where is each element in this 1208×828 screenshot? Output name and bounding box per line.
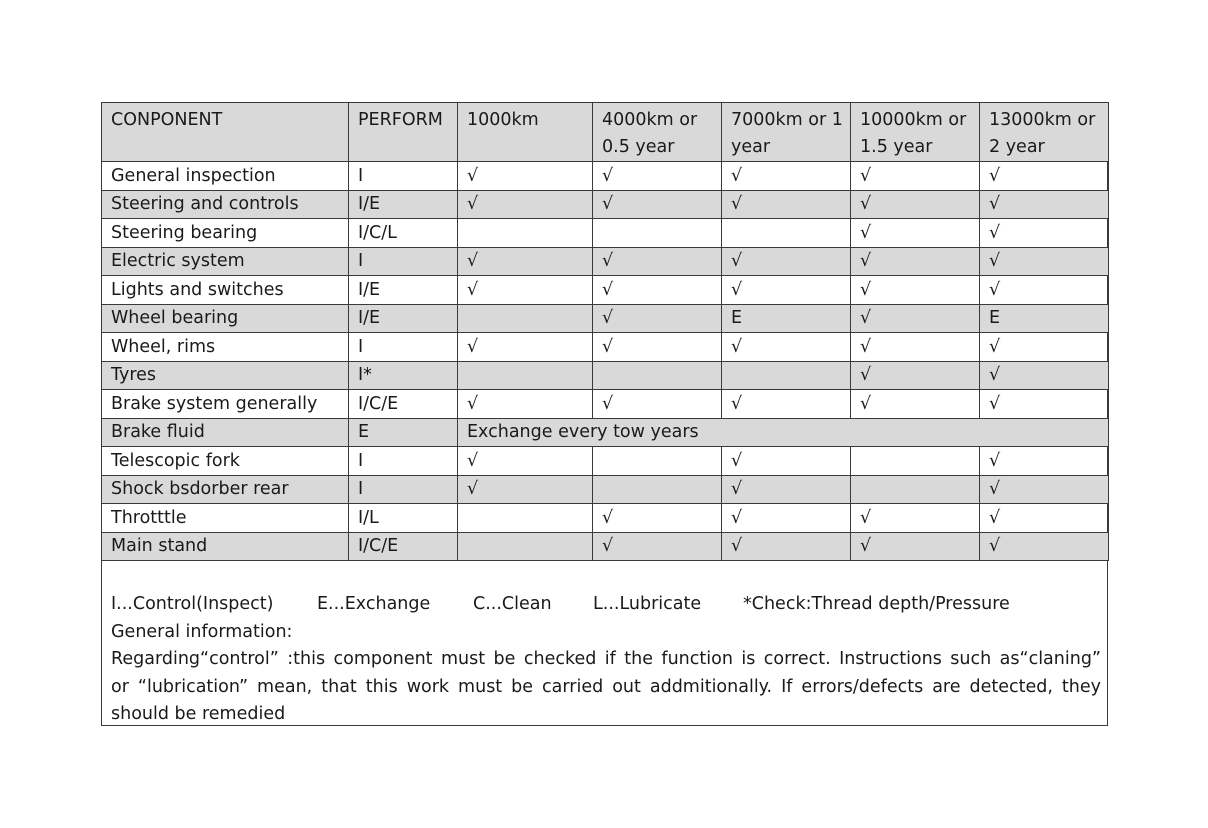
general-information-text (111, 646, 1101, 729)
component-cell: Main stand (102, 532, 349, 561)
interval-cell: √ (458, 247, 593, 276)
interval-cell (593, 219, 722, 248)
legend-item-check: *Check:Thread depth/Pressure (743, 594, 1010, 614)
general-information-line: Regarding“control” :this component must be checked if the function is correct. Instructions such as“claning” (111, 649, 1101, 669)
component-cell: Electric system (102, 247, 349, 276)
component-cell: Brake system generally (102, 390, 349, 419)
table-row (102, 532, 1109, 561)
header-interval-7000km: 7000km or 1 year (722, 103, 851, 162)
header-component: CONPONENT (102, 103, 349, 162)
table-row (102, 418, 1109, 447)
perform-cell: I/E (349, 276, 458, 305)
table-row (102, 361, 1109, 390)
perform-cell: I/C/E (349, 390, 458, 419)
interval-cell: √ (851, 247, 980, 276)
perform-cell: I/E (349, 304, 458, 333)
component-cell: General inspection (102, 162, 349, 191)
interval-cell: √ (593, 190, 722, 219)
interval-cell: √ (980, 390, 1109, 419)
interval-cell: √ (722, 276, 851, 305)
interval-cell: √ (980, 333, 1109, 362)
general-information-line: or “lubrication” mean, that this work must be carried out addmitionally. If errors/defects are detected, they (111, 676, 1101, 697)
merged-interval-note: Exchange every tow years (458, 418, 1109, 447)
interval-cell (458, 219, 593, 248)
interval-cell: √ (722, 390, 851, 419)
interval-cell: √ (722, 162, 851, 191)
interval-cell: √ (593, 390, 722, 419)
interval-cell: √ (458, 390, 593, 419)
interval-cell (851, 447, 980, 476)
interval-cell: √ (722, 190, 851, 219)
interval-cell: √ (980, 361, 1109, 390)
component-cell: Telescopic fork (102, 447, 349, 476)
component-cell: Steering and controls (102, 190, 349, 219)
interval-cell: √ (458, 475, 593, 504)
interval-cell: √ (851, 390, 980, 419)
perform-cell: I (349, 333, 458, 362)
header-perform: PERFORM (349, 103, 458, 162)
maintenance-sheet (101, 102, 1108, 726)
table-row (102, 276, 1109, 305)
interval-cell: √ (851, 361, 980, 390)
table-row (102, 504, 1109, 533)
perform-cell: I* (349, 361, 458, 390)
component-cell: Wheel bearing (102, 304, 349, 333)
header-interval-1000km: 1000km (458, 103, 593, 162)
interval-cell (458, 304, 593, 333)
interval-cell (851, 475, 980, 504)
perform-cell: I (349, 447, 458, 476)
perform-cell: I/E (349, 190, 458, 219)
interval-cell (458, 361, 593, 390)
interval-cell: √ (593, 247, 722, 276)
interval-cell: √ (593, 304, 722, 333)
table-row (102, 219, 1109, 248)
component-cell: Steering bearing (102, 219, 349, 248)
header-interval-13000km: 13000km or 2 year (980, 103, 1109, 162)
interval-cell: √ (851, 219, 980, 248)
interval-cell: √ (980, 219, 1109, 248)
interval-cell: √ (722, 447, 851, 476)
interval-cell: √ (593, 333, 722, 362)
maintenance-schedule-table (101, 102, 1109, 561)
interval-cell: √ (980, 190, 1109, 219)
interval-cell: E (980, 304, 1109, 333)
interval-cell: √ (980, 504, 1109, 533)
perform-cell: I (349, 475, 458, 504)
interval-cell: √ (980, 447, 1109, 476)
interval-cell: √ (980, 475, 1109, 504)
interval-cell: √ (458, 276, 593, 305)
component-cell: Wheel, rims (102, 333, 349, 362)
interval-cell: √ (593, 504, 722, 533)
legend-item-control: I...Control(Inspect) (111, 594, 274, 614)
component-cell: Throtttle (102, 504, 349, 533)
interval-cell: √ (722, 247, 851, 276)
interval-cell: √ (593, 162, 722, 191)
legend-item-lubricate: L...Lubricate (593, 594, 702, 614)
legend-item-exchange: E...Exchange (317, 594, 431, 614)
interval-cell: √ (980, 276, 1109, 305)
interval-cell: √ (851, 532, 980, 561)
interval-cell: √ (851, 276, 980, 305)
interval-cell (458, 532, 593, 561)
general-information-line: should be remedied (111, 704, 286, 724)
table-row (102, 390, 1109, 419)
interval-cell: √ (980, 532, 1109, 561)
interval-cell: √ (458, 447, 593, 476)
perform-cell: I/L (349, 504, 458, 533)
interval-cell (593, 475, 722, 504)
table-row (102, 447, 1109, 476)
interval-cell: √ (851, 162, 980, 191)
interval-cell: √ (980, 247, 1109, 276)
interval-cell: √ (851, 304, 980, 333)
component-cell: Lights and switches (102, 276, 349, 305)
component-cell: Shock bsdorber rear (102, 475, 349, 504)
table-row (102, 162, 1109, 191)
interval-cell: √ (458, 190, 593, 219)
interval-cell: E (722, 304, 851, 333)
interval-cell: √ (851, 333, 980, 362)
interval-cell (458, 504, 593, 533)
table-row (102, 247, 1109, 276)
interval-cell: √ (722, 475, 851, 504)
table-row (102, 190, 1109, 219)
component-cell: Tyres (102, 361, 349, 390)
legend-item-clean: C...Clean (473, 594, 552, 614)
interval-cell: √ (722, 333, 851, 362)
interval-cell: √ (722, 504, 851, 533)
interval-cell: √ (722, 532, 851, 561)
table-row (102, 304, 1109, 333)
perform-cell: I/C/L (349, 219, 458, 248)
perform-cell: I (349, 162, 458, 191)
interval-cell: √ (593, 532, 722, 561)
interval-cell (722, 219, 851, 248)
table-row (102, 475, 1109, 504)
interval-cell: √ (458, 162, 593, 191)
perform-cell: I (349, 247, 458, 276)
interval-cell: √ (980, 162, 1109, 191)
interval-cell (593, 447, 722, 476)
interval-cell: √ (851, 504, 980, 533)
header-interval-10000km: 10000km or 1.5 year (851, 103, 980, 162)
legend-items (111, 591, 1101, 619)
header-row (102, 103, 1109, 162)
interval-cell: √ (458, 333, 593, 362)
interval-cell (593, 361, 722, 390)
interval-cell: √ (593, 276, 722, 305)
interval-cell (722, 361, 851, 390)
general-information-title: General information: (111, 621, 293, 642)
table-row (102, 333, 1109, 362)
interval-cell: √ (851, 190, 980, 219)
legend-section (111, 591, 1101, 729)
component-cell: Brake fluid (102, 418, 349, 447)
perform-cell: I/C/E (349, 532, 458, 561)
perform-cell: E (349, 418, 458, 447)
header-interval-4000km: 4000km or 0.5 year (593, 103, 722, 162)
